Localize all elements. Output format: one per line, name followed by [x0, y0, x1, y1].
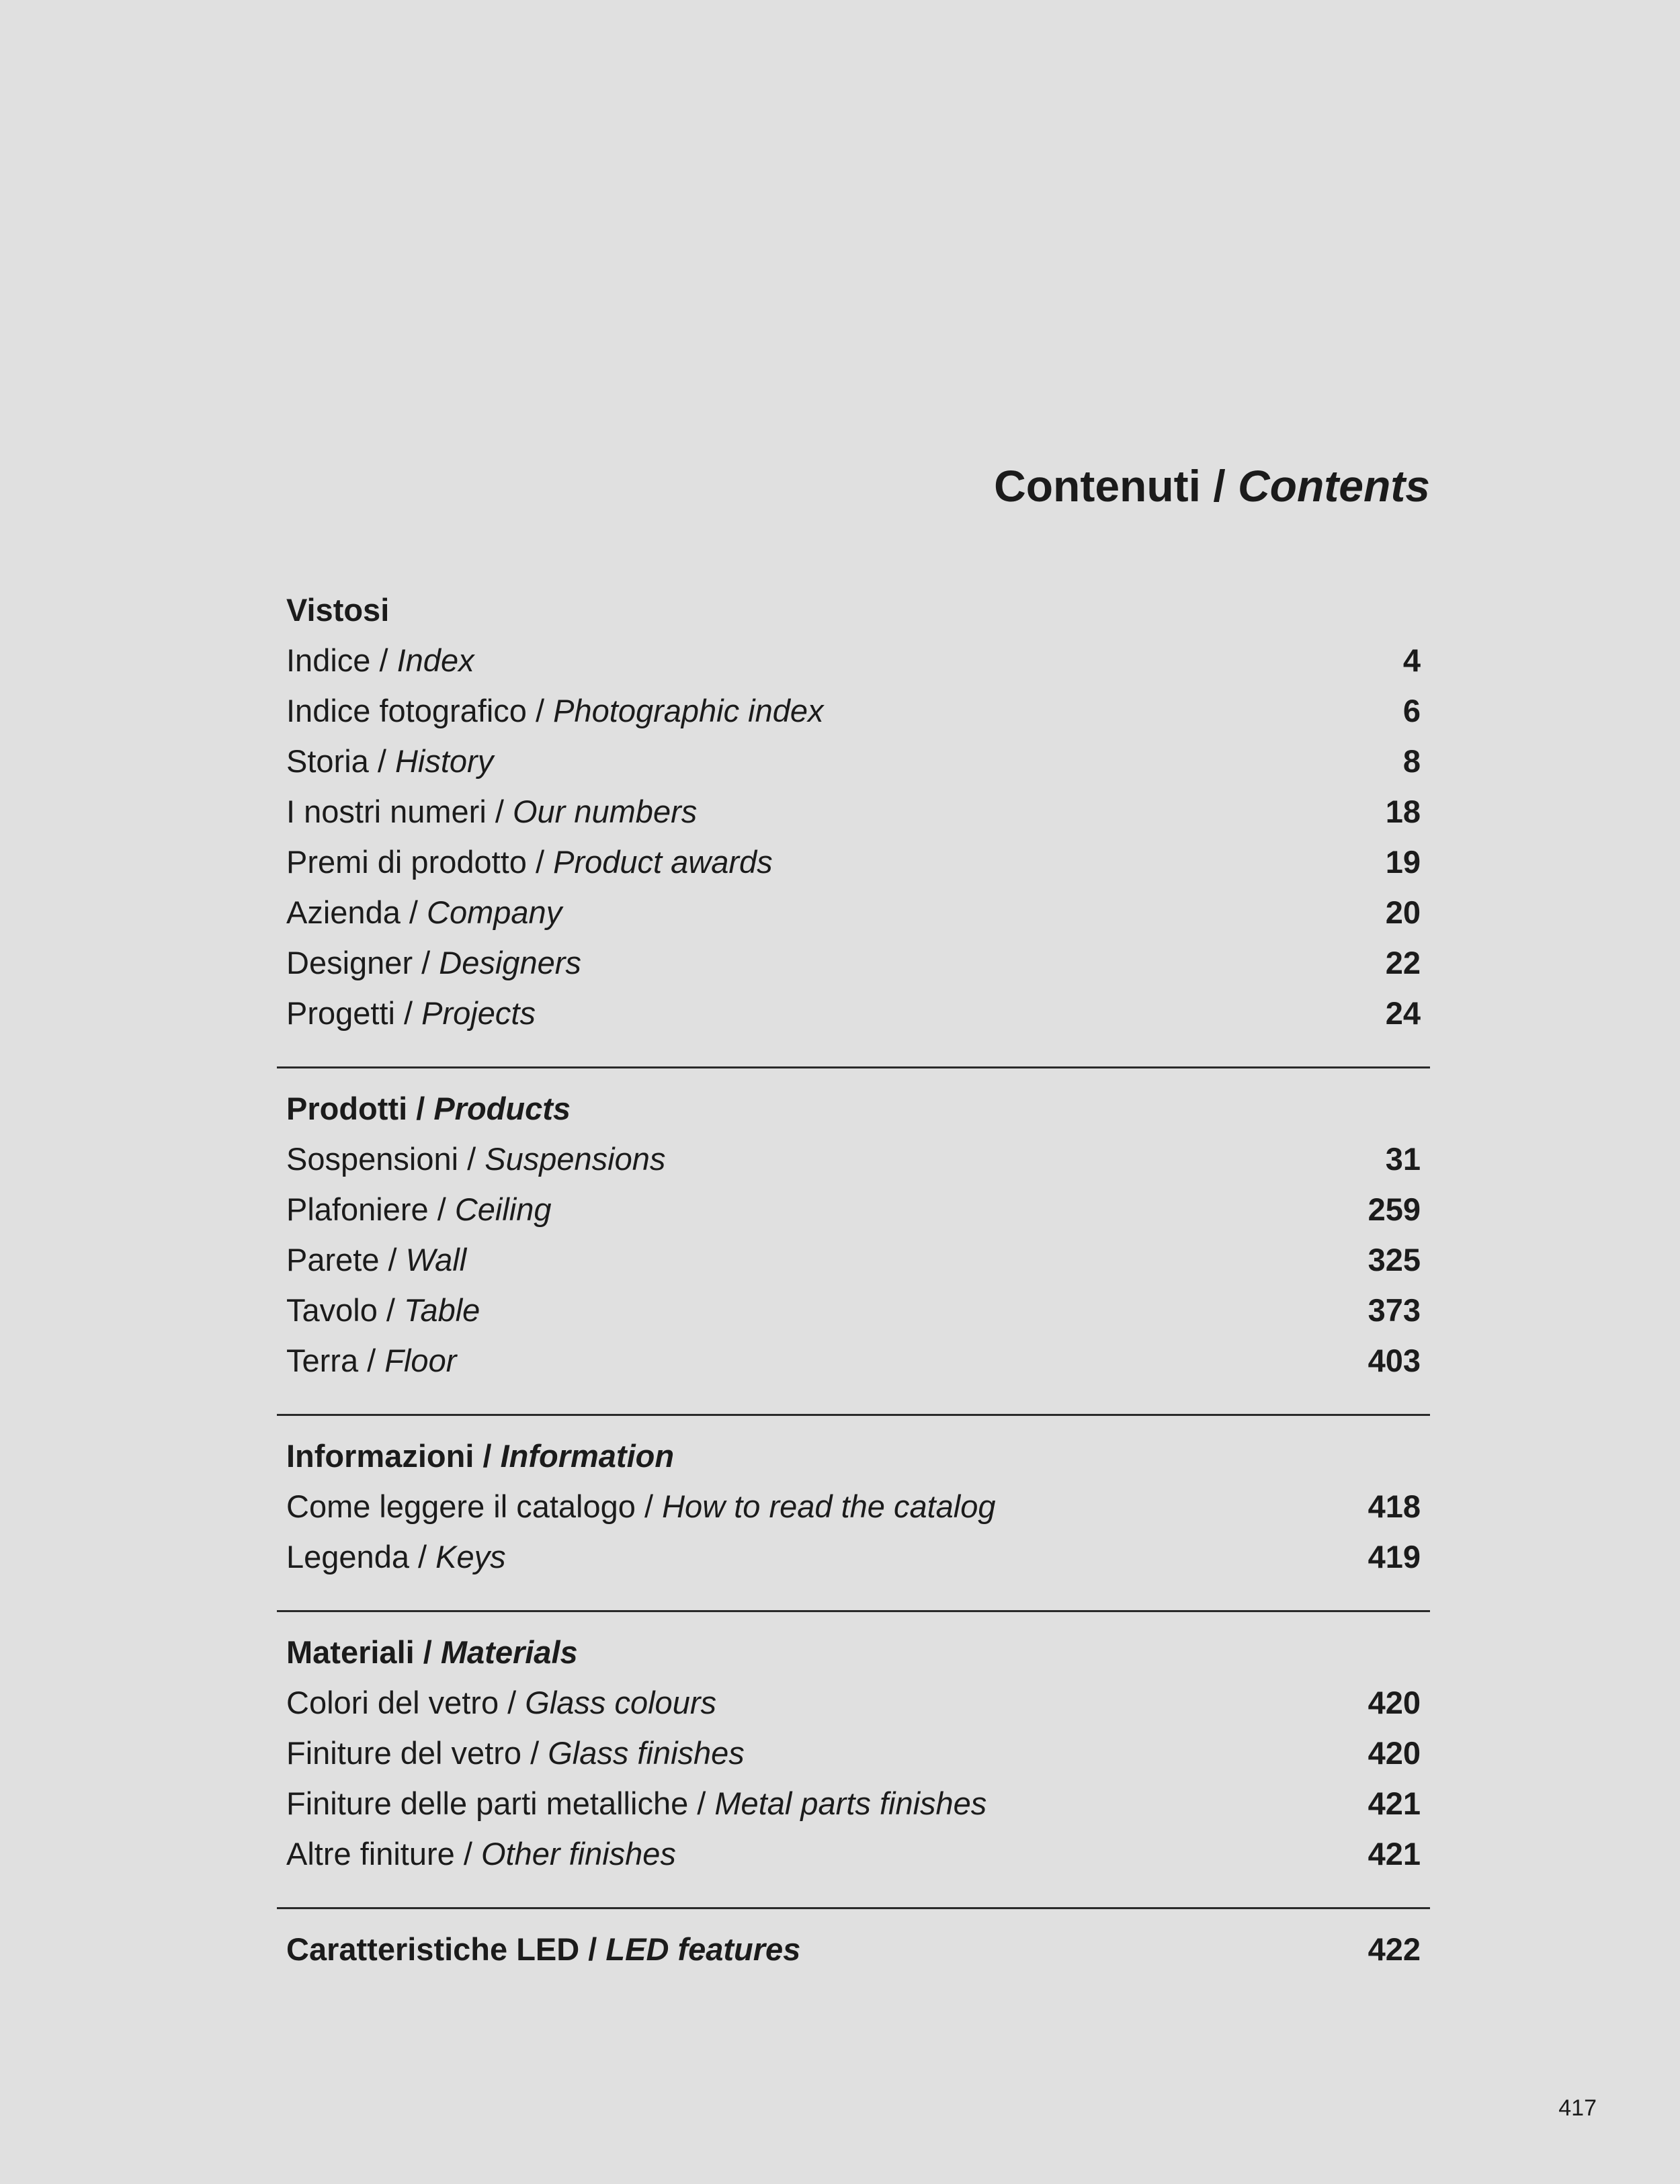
- page-title-separator: /: [1201, 461, 1238, 511]
- toc-entry-label: [286, 1134, 665, 1184]
- label-english: Product awards: [553, 844, 773, 880]
- toc-entry-label: [286, 937, 581, 988]
- toc-entry[interactable]: [277, 937, 1430, 988]
- page-reference: 18: [1385, 794, 1421, 829]
- label-separator: /: [428, 1191, 455, 1227]
- page-title-en: Contents: [1238, 461, 1430, 511]
- label-english: Materials: [440, 1634, 578, 1670]
- label-italian: Vistosi: [286, 592, 390, 628]
- label-separator: /: [454, 1836, 481, 1872]
- toc-section: [277, 1610, 1430, 1879]
- page-title: [994, 461, 1430, 511]
- page-reference: 325: [1368, 1242, 1421, 1277]
- label-separator: /: [413, 945, 439, 980]
- label-italian: Finiture delle parti metalliche: [286, 1786, 689, 1821]
- page-reference: 4: [1402, 642, 1421, 678]
- label-english: Glass colours: [525, 1685, 716, 1720]
- label-english: Projects: [421, 995, 536, 1031]
- label-separator: /: [526, 693, 554, 728]
- label-english: Index: [396, 642, 474, 678]
- toc-entry-label: [286, 1184, 552, 1234]
- toc-entry[interactable]: [277, 1234, 1430, 1285]
- page-reference: 420: [1368, 1735, 1421, 1771]
- section-heading: [277, 585, 1430, 635]
- page-reference: 418: [1368, 1488, 1421, 1524]
- toc-entry-label: [286, 1335, 456, 1386]
- toc-entry[interactable]: [277, 1728, 1430, 1778]
- section-heading: [277, 1627, 1430, 1677]
- toc-entry[interactable]: [277, 1285, 1430, 1335]
- label-italian: Storia: [286, 743, 369, 779]
- label-english: History: [394, 743, 494, 779]
- toc-section: [277, 585, 1430, 1038]
- label-english: Ceiling: [454, 1191, 552, 1227]
- page-title-it: Contenuti: [994, 461, 1201, 511]
- toc-section: [277, 1414, 1430, 1582]
- toc-entry[interactable]: [277, 1134, 1430, 1184]
- label-english: Suspensions: [485, 1141, 666, 1177]
- label-separator: /: [458, 1141, 485, 1177]
- toc-entry[interactable]: [277, 1531, 1430, 1582]
- section-heading: [277, 1083, 1430, 1134]
- toc-entry[interactable]: [277, 1829, 1430, 1879]
- label-italian: Altre finiture: [286, 1836, 455, 1872]
- toc-entry-label: [286, 1285, 480, 1335]
- page-number: 417: [1558, 2095, 1597, 2121]
- page-reference: 19: [1385, 844, 1421, 880]
- label-italian: Caratteristiche LED: [286, 1931, 580, 1967]
- label-separator: /: [486, 794, 513, 829]
- page-reference: 259: [1368, 1191, 1421, 1227]
- label-separator: /: [688, 1786, 715, 1821]
- label-italian: Indice: [286, 642, 371, 678]
- label-italian: Azienda: [286, 894, 401, 930]
- label-italian: Plafoniere: [286, 1191, 429, 1227]
- label-italian: Indice fotografico: [286, 693, 527, 728]
- label-english: Wall: [405, 1242, 467, 1277]
- page-reference: 422: [1368, 1931, 1421, 1967]
- label-italian: Come leggere il catalogo: [286, 1488, 636, 1524]
- label-italian: Legenda: [286, 1539, 409, 1574]
- label-english: Products: [433, 1091, 571, 1126]
- label-english: Company: [427, 894, 562, 930]
- page-reference: 24: [1385, 995, 1421, 1031]
- section-heading-label: [286, 1924, 800, 1974]
- toc-entry[interactable]: [277, 887, 1430, 937]
- page-reference: 420: [1368, 1685, 1421, 1720]
- label-italian: Informazioni: [286, 1438, 474, 1474]
- label-italian: Prodotti: [286, 1091, 408, 1126]
- label-separator: /: [407, 1091, 434, 1126]
- toc-entry-label: [286, 1234, 466, 1285]
- section-heading-label: [286, 585, 389, 635]
- toc-entry[interactable]: [277, 1677, 1430, 1728]
- label-separator: /: [394, 995, 422, 1031]
- label-separator: /: [358, 1343, 385, 1378]
- label-separator: /: [521, 1735, 548, 1771]
- page-reference: 419: [1368, 1539, 1421, 1574]
- label-english: Keys: [435, 1539, 506, 1574]
- toc-entry[interactable]: [277, 1335, 1430, 1386]
- page-reference: 421: [1368, 1836, 1421, 1872]
- label-separator: /: [400, 894, 427, 930]
- label-italian: Colori del vetro: [286, 1685, 499, 1720]
- toc-entry[interactable]: [277, 1481, 1430, 1531]
- page-reference: 31: [1385, 1141, 1421, 1177]
- toc-entry-label: [286, 1481, 996, 1531]
- section-heading: [277, 1431, 1430, 1481]
- label-separator: /: [579, 1931, 606, 1967]
- label-italian: Tavolo: [286, 1292, 378, 1328]
- label-italian: Sospensioni: [286, 1141, 459, 1177]
- label-italian: Designer: [286, 945, 413, 980]
- label-separator: /: [368, 743, 395, 779]
- toc-entry-label: [286, 685, 824, 736]
- label-english: Designers: [439, 945, 581, 980]
- label-english: Table: [404, 1292, 480, 1328]
- label-english: LED features: [605, 1931, 801, 1967]
- label-separator: /: [526, 844, 554, 880]
- toc-entry-label: [286, 1677, 716, 1728]
- label-separator: /: [377, 1292, 405, 1328]
- page-reference: 6: [1402, 693, 1421, 728]
- toc-entry[interactable]: [277, 786, 1430, 837]
- toc-entry-label: [286, 887, 562, 937]
- section-heading-label: [286, 1431, 674, 1481]
- toc-entry[interactable]: [277, 837, 1430, 887]
- toc-entry[interactable]: [277, 988, 1430, 1038]
- section-heading-label: [286, 1627, 578, 1677]
- label-italian: I nostri numeri: [286, 794, 487, 829]
- toc-entry-label: [286, 1728, 745, 1778]
- toc-entry-label: [286, 1778, 986, 1829]
- toc-entry-label: [286, 1829, 676, 1879]
- label-separator: /: [379, 1242, 406, 1277]
- label-separator: /: [370, 642, 397, 678]
- toc-entry-label: [286, 786, 697, 837]
- table-of-contents: [277, 585, 1430, 1974]
- toc-entry[interactable]: [277, 1778, 1430, 1829]
- page-reference: 22: [1385, 945, 1421, 980]
- label-english: Our numbers: [512, 794, 698, 829]
- toc-section: [277, 1066, 1430, 1386]
- page-reference: 373: [1368, 1292, 1421, 1328]
- toc-entry[interactable]: [277, 736, 1430, 786]
- toc-entry[interactable]: [277, 635, 1430, 685]
- page-reference: 403: [1368, 1343, 1421, 1378]
- toc-section: [277, 1907, 1430, 1974]
- toc-entry-label: [286, 1531, 506, 1582]
- label-separator: /: [414, 1634, 441, 1670]
- section-heading: [277, 1924, 1430, 1974]
- label-english: How to read the catalog: [662, 1488, 996, 1524]
- page-reference: 421: [1368, 1786, 1421, 1821]
- label-separator: /: [635, 1488, 663, 1524]
- label-english: Other finishes: [480, 1836, 676, 1872]
- label-italian: Parete: [286, 1242, 380, 1277]
- label-separator: /: [499, 1685, 526, 1720]
- toc-entry-label: [286, 837, 773, 887]
- toc-entry-label: [286, 635, 474, 685]
- label-separator: /: [474, 1438, 501, 1474]
- label-italian: Materiali: [286, 1634, 415, 1670]
- label-separator: /: [409, 1539, 436, 1574]
- label-english: Photographic index: [553, 693, 824, 728]
- toc-entry[interactable]: [277, 1184, 1430, 1234]
- label-italian: Finiture del vetro: [286, 1735, 522, 1771]
- label-italian: Premi di prodotto: [286, 844, 527, 880]
- label-english: Glass finishes: [548, 1735, 745, 1771]
- page-reference: 20: [1385, 894, 1421, 930]
- page-reference: 8: [1402, 743, 1421, 779]
- toc-entry-label: [286, 736, 493, 786]
- label-italian: Terra: [286, 1343, 359, 1378]
- toc-entry[interactable]: [277, 685, 1430, 736]
- label-english: Information: [500, 1438, 675, 1474]
- section-heading-label: [286, 1083, 571, 1134]
- label-english: Metal parts finishes: [714, 1786, 987, 1821]
- toc-entry-label: [286, 988, 536, 1038]
- label-english: Floor: [384, 1343, 457, 1378]
- label-italian: Progetti: [286, 995, 395, 1031]
